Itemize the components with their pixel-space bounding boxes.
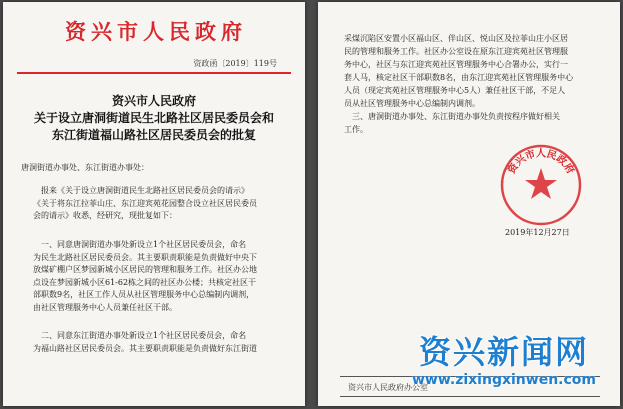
text-line: 会的请示》收悉，经研究，现批复如下：	[33, 211, 177, 220]
paragraph-2	[33, 239, 289, 314]
text-line: 三、唐洞街道办事处、东江街道办事处负责按程序做好相关	[352, 112, 560, 121]
text-line: 放煤矿棚户区梦园新城小区居民的管理和服务工作。社区办公地	[33, 265, 257, 274]
title-line: 东江街道福山路社区居民委员会的批复	[51, 128, 256, 142]
title-line: 资兴市人民政府	[111, 94, 196, 108]
addressee	[21, 162, 289, 175]
masthead: 资兴市人民政府	[65, 19, 247, 44]
site-watermark	[388, 333, 620, 407]
text-line: 工作。	[344, 125, 368, 134]
watermark-url: www.zixingxinwen.com	[411, 372, 596, 388]
text-line: 务中心，社区与东江迎宾苑社区管理服务中心合署办公，实行一	[344, 60, 568, 69]
text-line: 套人马，核定社区干部职数8名，由东江迎宾苑社区管理服务中心	[344, 73, 574, 82]
text-line: 民的管理和服务工作。社区办公室设在原东江迎宾苑社区管理服	[344, 47, 568, 56]
title-line: 关于设立唐洞街道民生北路社区居民委员会和	[33, 111, 274, 125]
text-line: 《关于将东江拉菲山庄、东江迎宾苑花园整合设立社区居民委员	[33, 198, 257, 208]
document-title	[17, 93, 291, 144]
text-line: 为福山路社区居民委员会。其主要职责职能是负责做好东江街道	[33, 343, 257, 353]
watermark-title: 资兴新闻网	[418, 333, 589, 371]
document-number: 资政函〔2019〕119号	[193, 59, 277, 68]
official-seal-icon	[498, 142, 584, 228]
paragraph-3	[33, 330, 289, 355]
text-line: 点设在梦园新城小区61-62栋之间的社区办公楼；共核定社区干	[33, 277, 257, 287]
text-line: 员从社区管理服务中心总编制内调剂。	[344, 99, 480, 108]
text-line: 采煤沉陷区安置小区福山区、伴山区、悦山区及拉菲山庄小区居	[344, 34, 568, 43]
text-line: 二、同意东江街道办事处新设立1个社区居民委员会，命名	[41, 331, 247, 340]
text-line: 人员（现定宾苑社区管理服务中心5人）兼任社区干部，不足人	[344, 86, 566, 95]
seal-text: 资兴市人民政府	[506, 148, 576, 177]
document-page-left	[3, 2, 305, 406]
text-line: 一、同意唐洞街道办事处新设立1个社区居民委员会，命名	[41, 240, 247, 249]
text-line: 为民生北路社区居民委员会。其主要职责职能是负责做好中央下	[33, 252, 257, 262]
text-line: 部职数9名，社区工作人员从社区管理服务中心总编制内调剂，	[33, 290, 255, 299]
continued-text	[344, 32, 604, 136]
red-divider	[17, 72, 291, 74]
issue-date: 2019年12月27日	[505, 228, 570, 237]
text-line: 报来《关于设立唐洞街道民生北路社区居民委员会的请示》	[41, 186, 249, 195]
addressee-line: 唐洞街道办事处、东江街道办事处：	[21, 163, 149, 172]
footer-issuer: 资兴市人民政府办公室	[348, 383, 428, 392]
paragraph-1	[33, 185, 289, 223]
text-line: 由社区管理服务中心人员兼任社区干部。	[33, 302, 177, 312]
